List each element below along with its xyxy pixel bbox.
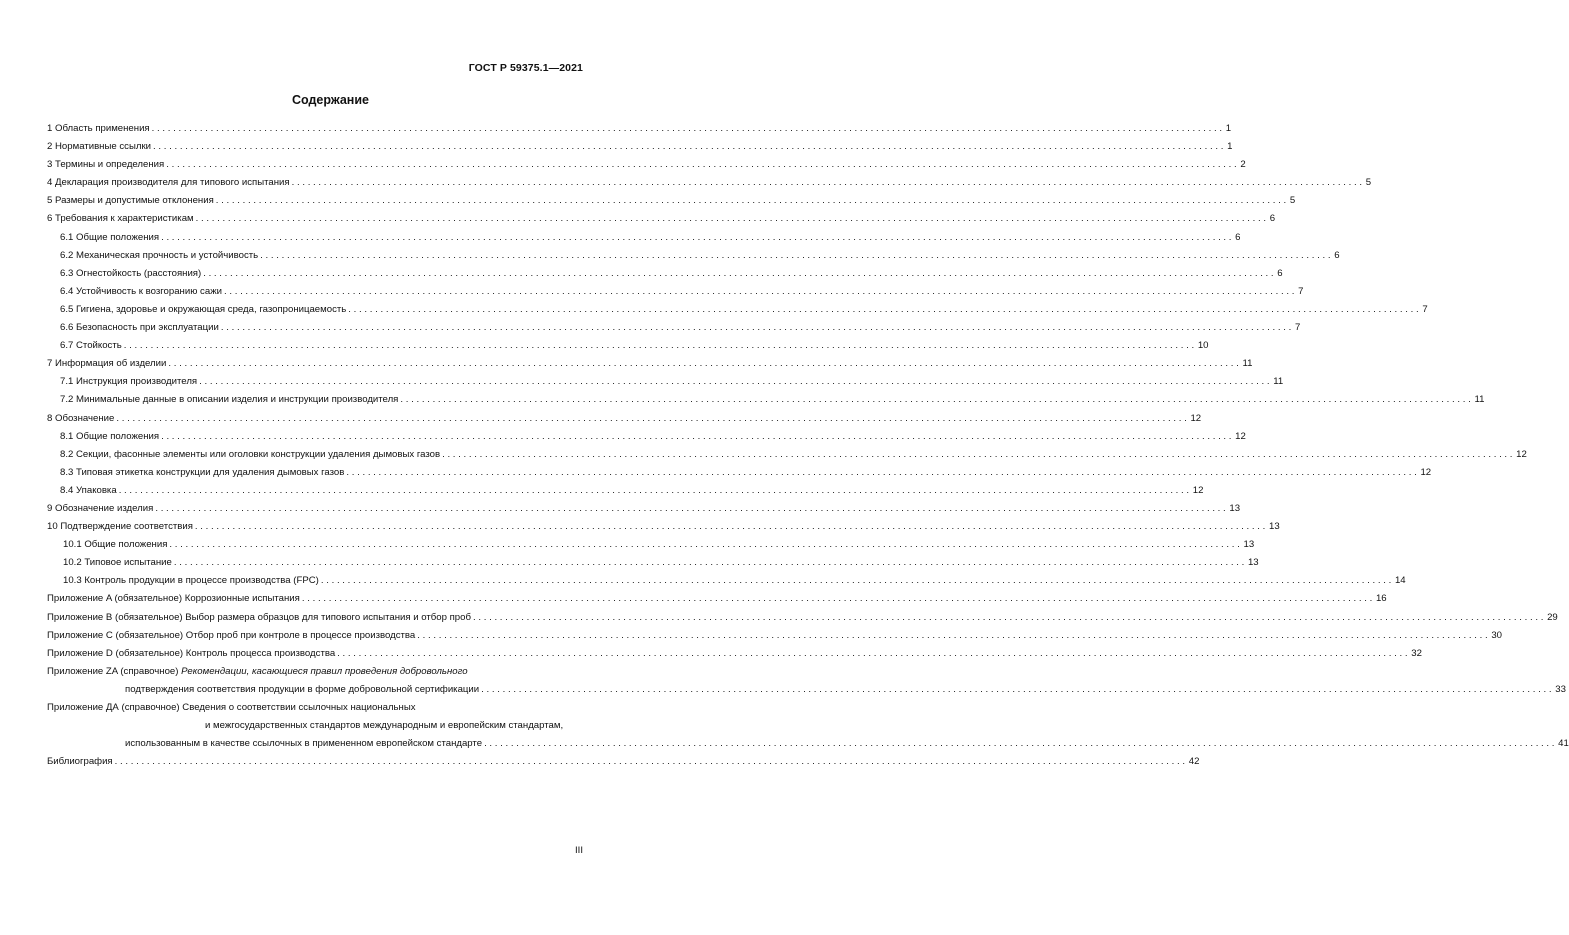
toc-entry-page: 12 bbox=[1235, 430, 1246, 442]
toc-entry-label: 7.1 Инструкция производителя bbox=[60, 376, 198, 388]
leader-dots: ........................................................................................................................................................................................................ bbox=[346, 466, 1420, 478]
toc-entry-page: 5 bbox=[1365, 177, 1372, 189]
leader-dots: ........................................................................................................................................................................................................ bbox=[199, 376, 1273, 388]
toc-entry-label: 6.4 Устойчивость к возгоранию сажи bbox=[60, 285, 222, 297]
leader-dots: ........................................................................................................................................................................................................ bbox=[442, 448, 1516, 460]
leader-dots: ........................................................................................................................................................................................................ bbox=[169, 539, 1243, 551]
toc-entry[interactable] bbox=[47, 247, 1340, 265]
leader-dots: ........................................................................................................................................................................................................ bbox=[220, 322, 1294, 334]
toc-entry[interactable] bbox=[47, 410, 1202, 428]
toc-entry-page: 33 bbox=[1555, 683, 1566, 695]
toc-entry[interactable] bbox=[47, 536, 1255, 554]
toc-entry-label: 10 Подтверждение соответствия bbox=[47, 521, 193, 533]
toc-entry-label: и межгосударственных стандартов международным и европейским стандартам, bbox=[205, 720, 564, 732]
leader-dots: ........................................................................................................................................................................................................ bbox=[348, 303, 1422, 315]
toc-entry[interactable] bbox=[47, 391, 1485, 409]
toc-entry[interactable] bbox=[47, 590, 1387, 608]
toc-entry-label: использованным в качестве ссылочных в примененном европейском стандарте bbox=[125, 738, 483, 750]
leader-dots: ........................................................................................................................................................................................................ bbox=[155, 502, 1229, 514]
toc-entry-page: 13 bbox=[1229, 502, 1241, 514]
toc-entry[interactable] bbox=[47, 464, 1432, 482]
toc-entry-page: 12 bbox=[1192, 484, 1204, 496]
toc-entry-page: 12 bbox=[1420, 466, 1432, 478]
toc-entry[interactable] bbox=[47, 355, 1253, 373]
toc-entry-page: 32 bbox=[1411, 647, 1422, 659]
toc-entry-label: 8.3 Типовая этикетка конструкции для удаления дымовых газов bbox=[60, 466, 345, 478]
leader-dots: ........................................................................................................................................................................................................ bbox=[168, 358, 1242, 370]
toc-entry-label: 8.1 Общие положения bbox=[60, 430, 160, 442]
leader-dots: ........................................................................................................................................................................................................ bbox=[195, 213, 1269, 225]
toc-entry-page: 6 bbox=[1235, 231, 1241, 243]
leader-dots: ........................................................................................................................................................................................................ bbox=[153, 141, 1227, 153]
toc-entry-page: 12 bbox=[1190, 412, 1202, 424]
leader-dots: ........................................................................................................................................................................................................ bbox=[320, 575, 1394, 587]
toc-entry-annex-da-continuation[interactable] bbox=[47, 735, 1569, 753]
toc-entry[interactable] bbox=[47, 229, 1241, 247]
leader-dots: ........................................................................................................................................................................................................ bbox=[161, 231, 1235, 243]
toc-entry-label: 8.2 Секции, фасонные элементы или оголовки конструкции удаления дымовых газов bbox=[60, 448, 441, 460]
table-of-contents bbox=[47, 120, 1569, 771]
toc-entry-label: 2 Нормативные ссылки bbox=[47, 141, 152, 153]
toc-entry-label: 9 Обозначение изделия bbox=[47, 502, 154, 514]
leader-dots: ........................................................................................................................................................................................................ bbox=[400, 394, 1474, 406]
toc-entry-label: 4 Декларация производителя для типового испытания bbox=[47, 177, 290, 189]
leader-dots: ........................................................................................................................................................................................................ bbox=[260, 249, 1334, 261]
toc-entry-label: 10.3 Контроль продукции в процессе производства (FPC) bbox=[63, 575, 319, 587]
toc-entry[interactable] bbox=[47, 428, 1246, 446]
document-id: ГОСТ Р 59375.1—2021 bbox=[468, 62, 583, 74]
leader-dots: ........................................................................................................................................................................................................ bbox=[472, 611, 1547, 623]
leader-dots: ........................................................................................................................................................................................................ bbox=[114, 756, 1188, 768]
toc-entry-label: Библиография bbox=[47, 756, 113, 768]
toc-entry[interactable] bbox=[47, 482, 1204, 500]
leader-dots: ........................................................................................................................................................................................................ bbox=[481, 683, 1555, 695]
toc-entry[interactable] bbox=[47, 627, 1503, 645]
leader-dots: ........................................................................................................................................................................................................ bbox=[337, 647, 1411, 659]
leader-dots: ........................................................................................................................................................................................................ bbox=[166, 159, 1240, 171]
toc-entry-page: 16 bbox=[1375, 593, 1387, 605]
toc-entry-page: 5 bbox=[1289, 195, 1296, 207]
toc-entry-label: Приложение ДА (справочное) Сведения о соответствии ссылочных национальных bbox=[47, 702, 416, 713]
leader-dots: ........................................................................................................................................................................................................ bbox=[215, 195, 1289, 207]
toc-entry[interactable] bbox=[47, 138, 1233, 156]
toc-entry-label: 6.7 Стойкость bbox=[60, 340, 122, 352]
leader-dots: ........................................................................................................................................................................................................ bbox=[123, 340, 1197, 352]
toc-entry-label: 5 Размеры и допустимые отклонения bbox=[47, 195, 214, 207]
toc-entry[interactable] bbox=[47, 645, 1422, 663]
toc-entry[interactable] bbox=[47, 554, 1259, 572]
toc-entry-page: 29 bbox=[1547, 611, 1558, 623]
toc-entry-label: 6.6 Безопасность при эксплуатации bbox=[60, 322, 219, 334]
toc-entry[interactable] bbox=[47, 319, 1301, 337]
toc-entry-page: 7 bbox=[1294, 322, 1301, 334]
toc-entries bbox=[47, 120, 1558, 663]
leader-dots: ........................................................................................................................................................................................................ bbox=[161, 430, 1235, 442]
toc-entry-page: 13 bbox=[1269, 521, 1280, 533]
toc-entry-page: 6 bbox=[1277, 267, 1283, 279]
toc-entry-label: 6 Требования к характеристикам bbox=[47, 213, 194, 225]
leader-dots: ........................................................................................................................................................................................................ bbox=[203, 267, 1277, 279]
toc-entry-annex-da[interactable] bbox=[47, 699, 583, 717]
toc-entry-label: 8 Обозначение bbox=[47, 412, 115, 424]
leader-dots: ........................................................................................................................................................................................................ bbox=[291, 177, 1365, 189]
toc-entry-page: 1 bbox=[1225, 123, 1232, 134]
toc-entry-page: 11 bbox=[1242, 358, 1253, 370]
toc-entry-page: 2 bbox=[1240, 159, 1246, 171]
leader-dots: ........................................................................................................................................................................................................ bbox=[116, 412, 1190, 424]
page-title: Содержание bbox=[291, 93, 369, 107]
toc-entry-label: 10.2 Типовое испытание bbox=[63, 557, 172, 569]
leader-dots: ........................................................................................................................................................................................................ bbox=[484, 738, 1558, 750]
toc-entry-annex-za[interactable] bbox=[47, 663, 583, 681]
toc-entry-label: 7.2 Минимальные данные в описании изделия и инструкции производителя bbox=[60, 394, 399, 406]
leader-dots: ........................................................................................................................................................................................................ bbox=[118, 484, 1192, 496]
toc-entry-page: 7 bbox=[1422, 303, 1428, 315]
toc-entry[interactable] bbox=[47, 210, 1276, 228]
toc-entry-page: 11 bbox=[1273, 376, 1284, 388]
toc-entry-label: 6.3 Огнестойкость (расстояния) bbox=[60, 267, 202, 279]
toc-entry-page: 6 bbox=[1334, 249, 1340, 261]
toc-entry-label: подтверждения соответствия продукции в форме добровольной сертификации bbox=[125, 683, 480, 695]
toc-entry-label: 7 Информация об изделии bbox=[47, 358, 167, 370]
toc-entry-label: 6.2 Механическая прочность и устойчивость bbox=[60, 249, 259, 261]
toc-entry[interactable] bbox=[47, 500, 1241, 518]
toc-entry-annex-da-continuation[interactable] bbox=[47, 717, 583, 735]
toc-entry-page: 7 bbox=[1298, 285, 1304, 297]
toc-entry-page: 41 bbox=[1558, 738, 1569, 750]
leader-dots: ........................................................................................................................................................................................................ bbox=[301, 593, 1375, 605]
leader-dots: ........................................................................................................................................................................................................ bbox=[223, 285, 1298, 297]
toc-entry[interactable] bbox=[47, 301, 1428, 319]
toc-entry[interactable] bbox=[47, 446, 1527, 464]
toc-entry-label: Приложение ZA (справочное) Рекомендации, касающиеся правил проведения добровольного bbox=[47, 665, 468, 677]
toc-entry-label: 10.1 Общие положения bbox=[63, 539, 168, 551]
toc-entry-label: Приложение D (обязательное) Контроль процесса производства bbox=[47, 647, 336, 659]
toc-entry[interactable] bbox=[47, 192, 1296, 210]
leader-dots: ........................................................................................................................................................................................................ bbox=[151, 123, 1225, 134]
toc-entry[interactable] bbox=[47, 265, 1283, 283]
toc-entry-page: 1 bbox=[1227, 141, 1233, 153]
toc-entry-page: 14 bbox=[1394, 575, 1406, 587]
toc-entry-page: 42 bbox=[1188, 756, 1200, 768]
toc-entry-label: 8.4 Упаковка bbox=[60, 484, 117, 496]
leader-dots: ........................................................................................................................................................................................................ bbox=[173, 557, 1247, 569]
toc-entry[interactable] bbox=[47, 609, 1558, 627]
toc-entry-page: 13 bbox=[1247, 557, 1259, 569]
toc-entry-page: 13 bbox=[1243, 539, 1255, 551]
leader-dots: ........................................................................................................................................................................................................ bbox=[417, 629, 1491, 641]
toc-entry-label: 6.1 Общие положения bbox=[60, 231, 160, 243]
toc-entry[interactable] bbox=[47, 572, 1406, 590]
toc-entry-page: 12 bbox=[1516, 448, 1527, 460]
page-number: III bbox=[575, 845, 583, 856]
toc-entry-page: 10 bbox=[1197, 340, 1209, 352]
toc-entry-label: Приложение C (обязательное) Отбор проб при контроле в процессе производства bbox=[47, 629, 416, 641]
toc-entry[interactable] bbox=[47, 156, 1246, 174]
toc-entry[interactable] bbox=[47, 518, 1280, 536]
toc-entry-label: Приложение A (обязательное) Коррозионные испытания bbox=[47, 593, 300, 605]
toc-entry-label: 6.5 Гигиена, здоровье и окружающая среда, газопроницаемость bbox=[60, 303, 347, 315]
toc-entry-label: 3 Термины и определения bbox=[47, 159, 165, 171]
toc-entry-page: 11 bbox=[1474, 394, 1485, 406]
toc-entry-annex-za-continuation[interactable] bbox=[47, 681, 1566, 699]
leader-dots: ........................................................................................................................................................................................................ bbox=[194, 521, 1269, 533]
toc-entry-label: Приложение B (обязательное) Выбор размера образцов для типового испытания и отбор проб bbox=[47, 611, 471, 623]
toc-entry[interactable] bbox=[47, 337, 1209, 355]
toc-entry[interactable] bbox=[47, 174, 1372, 192]
toc-entry[interactable] bbox=[47, 120, 1232, 138]
toc-entry[interactable] bbox=[47, 283, 1304, 301]
toc-entry-page: 30 bbox=[1491, 629, 1503, 641]
toc-entry-label: 1 Область применения bbox=[47, 123, 150, 134]
toc-entry-page: 6 bbox=[1269, 213, 1276, 225]
toc-entry[interactable] bbox=[47, 373, 1284, 391]
toc-entry-bibliography[interactable] bbox=[47, 753, 1200, 771]
